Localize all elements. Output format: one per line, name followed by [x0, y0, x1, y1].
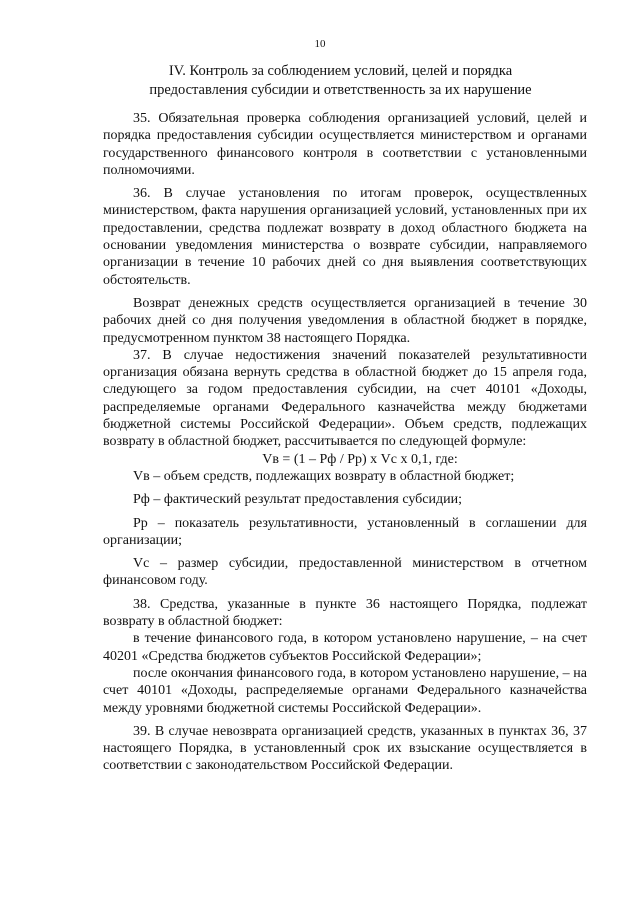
paragraph-39: 39. В случае невозврата организацией средств, указанных в пунктах 36, 37 настоящего Порядка, в установленный срок их взыскание осуществляется в соответствии с законодательством Российской Федерации.: [103, 723, 587, 774]
page-number: 10: [314, 38, 326, 50]
paragraph-38: 38. Средства, указанные в пункте 36 настоящего Порядка, подлежат возврату в областной бюджет:: [103, 596, 587, 630]
heading-line-1: IV. Контроль за соблюдением условий, целей и порядка: [168, 63, 513, 79]
paragraph-37: 37. В случае недостижения значений показателей результативности организация обязана вернуть средства в областной бюджет до 15 апреля года, следующего за годом предоставления субсидии, на счет 40101 «Доходы, распределяемые органами Федерального казначейства между бюджетами бюджетной системы Российской Федерации». Объем средств, подлежащих возврату в областной бюджет, рассчитывается по следующей формуле:: [103, 347, 587, 450]
paragraph-36-return: Возврат денежных средств осуществляется организацией в течение 30 рабочих дней со дня получения уведомления в областной бюджет в порядке, предусмотренном пунктом 38 настоящего Порядка.: [103, 295, 587, 346]
definition-rf: Рф – фактический результат предоставления субсидии;: [133, 492, 463, 508]
paragraph-38-current-year: в течение финансового года, в котором установлено нарушение, – на счет 40201 «Средства бюджетов субъектов Российской Федерации»;: [103, 631, 587, 664]
definition-rr: Рр – показатель результативности, установленный в соглашении для организации;: [103, 515, 587, 548]
formula: Vв = (1 – Рф / Рр) х Vс х 0,1, где:: [262, 451, 458, 467]
document-body: [103, 110, 587, 775]
paragraph-36: 36. В случае установления по итогам проверок, осуществленных министерством, факта нарушения организацией условий, установленных при их предоставлении, средства подлежат возврату в доход областного бюджета на основании уведомления министерства о возврате субсидии, направляемого организации в течение 10 рабочих дней со дня выявления соответствующих обстоятельств.: [103, 186, 587, 288]
paragraph-35: 35. Обязательная проверка соблюдения организацией условий, целей и порядка предоставления субсидии осуществляется министерством и органами государственного финансового контроля в соответствии с установленными полномочиями.: [103, 111, 587, 178]
definition-vv: Vв – объем средств, подлежащих возврату в областной бюджет;: [133, 468, 515, 484]
paragraph-38-after-year: после окончания финансового года, в котором установлено нарушение, – на счет 40101 «Доходы, распределяемые органами Федерального казначейства между уровнями бюджетной системы Российской Федерации».: [103, 665, 587, 716]
section-heading: [118, 62, 563, 100]
definition-vs: Vс – размер субсидии, предоставленной министерством в отчетном финансовом году.: [103, 556, 587, 589]
heading-line-2: предоставления субсидии и ответственность за их нарушение: [149, 82, 532, 98]
